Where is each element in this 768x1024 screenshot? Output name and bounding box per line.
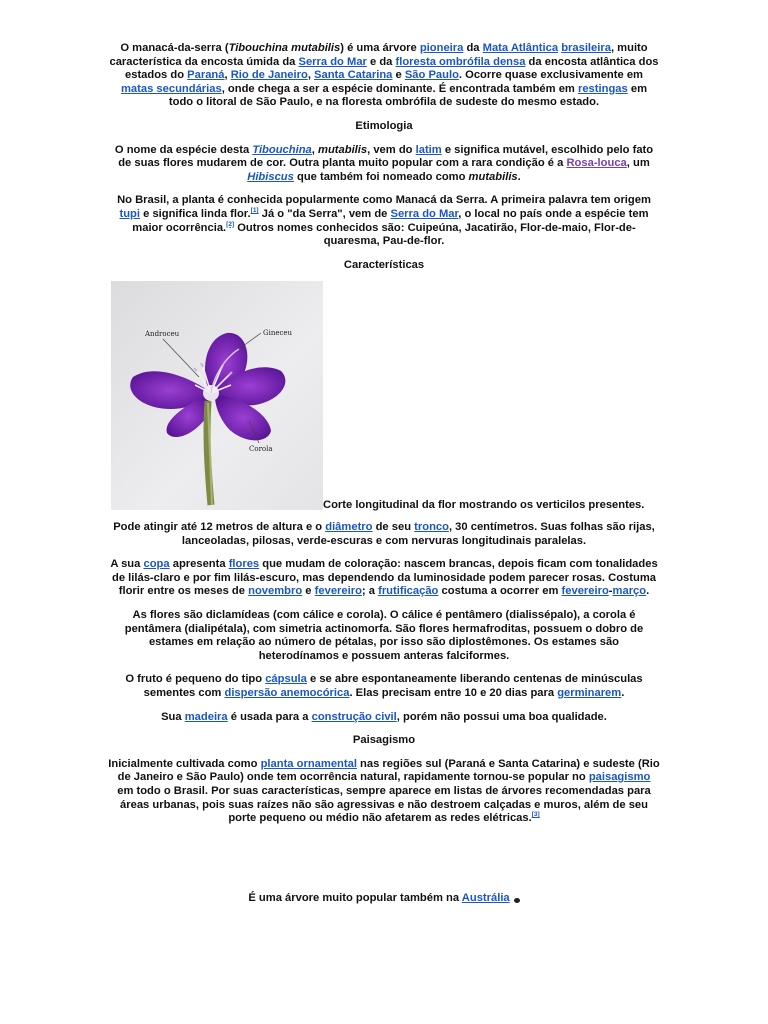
scientific-name: Tibouchina mutabilis — [228, 42, 341, 54]
text: Outros nomes conhecidos são: Cuipeúna, Jacatirão, Flor-de-maio, Flor-de-quaresma, Pau-de-flor. — [234, 221, 636, 248]
text: . — [646, 585, 650, 598]
link-serra-do-mar-2[interactable]: Serra do Mar — [390, 207, 459, 220]
link-serra-do-mar[interactable]: Serra do Mar — [298, 55, 367, 68]
text: , — [224, 69, 231, 82]
link-latim[interactable]: latim — [415, 143, 442, 156]
text: . Ocorre quase exclusivamente em — [458, 69, 643, 82]
link-flores[interactable]: flores — [228, 558, 260, 571]
text: nas regiões sul (Paraná e Santa Catarina) e sudeste (Rio de Janeiro e São Paulo) onde tem ocorrência natural, rapidamente tornou-se popular no — [117, 757, 660, 784]
link-dispersao-anemocorica[interactable]: dispersão anemocórica — [224, 686, 350, 699]
reference-link-2[interactable]: [2] — [226, 220, 235, 228]
text: e significa linda flor. — [140, 207, 251, 220]
link-copa[interactable]: copa — [143, 558, 170, 571]
link-diametro[interactable]: diâmetro — [325, 521, 373, 533]
link-label: Hibiscus — [247, 170, 294, 183]
text: - — [608, 585, 613, 598]
link-madeira[interactable]: madeira — [184, 710, 228, 723]
flower-figure — [111, 281, 323, 510]
text: Já o "da Serra", vem de — [258, 207, 391, 220]
reference-3 — [532, 811, 540, 818]
section-heading-caracteristicas: Características — [343, 258, 425, 271]
link-tupi[interactable]: tupi — [119, 207, 140, 220]
link-sao-paulo[interactable]: São Paulo — [404, 69, 459, 82]
link-germinarem[interactable]: germinarem — [557, 686, 622, 699]
label-corola: Corola — [249, 445, 273, 453]
text: , um — [626, 157, 650, 170]
caracteristicas-paragraph-5 — [108, 711, 660, 725]
label-gineceu: Gineceu — [263, 329, 293, 337]
text: O nome da espécie desta — [114, 143, 253, 156]
flower-cross-section-image — [111, 281, 323, 510]
link-marco[interactable]: março — [612, 585, 647, 598]
label-androceu: Androceu — [145, 330, 180, 338]
text: de seu — [372, 521, 415, 533]
link-capsula[interactable]: cápsula — [265, 673, 307, 686]
etimologia-paragraph-2 — [108, 194, 660, 248]
link-matas-secundarias[interactable]: matas secundárias — [120, 82, 222, 95]
species-epithet: mutabilis — [318, 143, 368, 156]
intro-paragraph — [108, 42, 660, 110]
text: da encosta atlântica dos estados do — [125, 55, 659, 82]
section-heading-paisagismo: Paisagismo — [352, 734, 416, 747]
text: é usada para a — [227, 710, 312, 723]
text: e — [392, 69, 405, 82]
link-rio-de-janeiro[interactable]: Rio de Janeiro — [230, 69, 308, 82]
link-fevereiro-2[interactable]: fevereiro — [561, 585, 609, 598]
reference-2 — [226, 221, 234, 228]
text: É uma árvore muito popular também na — [248, 892, 462, 904]
link-mata-atlantica[interactable]: Mata Atlântica — [482, 42, 559, 54]
link-frutificacao[interactable]: frutificação — [378, 585, 439, 598]
link-planta-ornamental[interactable]: planta ornamental — [260, 757, 357, 770]
text: apresenta — [169, 558, 229, 571]
etimologia-paragraph-1 — [108, 144, 660, 185]
caracteristicas-paragraph-3: As flores são diclamídeas (com cálice e corola). O cálice é pentâmero (dialissépalo), a corola é pentâmera (dialipétala), com simetria actinomorfa. São flores hermafroditas, possuem o dobro de estames em relação ao número de pétalas, por isso são diplostêmones. Os estames são heterodínamos e possuem anteras falciformes. — [124, 608, 644, 662]
link-pioneira[interactable]: pioneira — [419, 42, 464, 54]
link-tibouchina[interactable] — [252, 144, 311, 156]
link-fevereiro[interactable]: fevereiro — [314, 585, 362, 598]
bullet-dot-icon — [514, 898, 520, 903]
link-hibiscus[interactable] — [247, 171, 294, 183]
text: O manacá-da-serra ( — [120, 42, 229, 54]
text: e da — [366, 55, 396, 68]
text: Pode atingir até 12 metros de altura e o — [113, 521, 326, 533]
text: , muito característica da encosta úmida da — [109, 42, 648, 68]
text: e — [302, 585, 315, 598]
caracteristicas-paragraph-2 — [108, 558, 660, 599]
text: . — [621, 686, 625, 699]
link-restingas[interactable]: restingas — [577, 82, 628, 95]
link-novembro[interactable]: novembro — [248, 585, 303, 598]
link-floresta-ombrofila[interactable]: floresta ombrófila densa — [395, 55, 526, 68]
link-santa-catarina[interactable]: Santa Catarina — [314, 69, 393, 82]
link-paisagismo[interactable]: paisagismo — [588, 771, 651, 784]
text: , porém não possui uma boa qualidade. — [396, 710, 607, 723]
caracteristicas-paragraph-4 — [108, 673, 660, 700]
text: em todo o litoral de São Paulo, e na floresta ombrófila de sudeste do mesmo estado. — [168, 82, 648, 109]
text: que também foi nomeado como — [293, 170, 469, 183]
text: da — [463, 42, 483, 54]
text: , — [311, 143, 318, 156]
text: em todo o Brasil. Por suas características, sempre aparece em listas de árvores recomendadas para áreas urbanas, pois suas raízes não são agressivas e não destroem calçadas e muros, além de seu porte pequeno ou médio não afetarem as redes elétricas. — [117, 784, 651, 825]
reference-link-3[interactable]: [3] — [531, 811, 540, 819]
section-heading-etimologia: Etimologia — [355, 119, 413, 132]
closing-paragraph — [108, 892, 660, 906]
text: , — [307, 69, 315, 82]
link-construcao-civil[interactable]: construção civil — [311, 710, 397, 723]
closing-line — [108, 892, 660, 906]
text: , onde chega a ser a espécie dominante. É encontrada também em — [221, 82, 578, 95]
text: ; a — [361, 585, 379, 598]
caracteristicas-paragraph-1 — [108, 521, 660, 548]
text: , vem do — [367, 143, 416, 156]
text: que mudam de coloração: nascem brancas, depois ficam com tonalidades de lilás-claro e por fim lilás-escuro, mas dependendo da luminosidade podem parecer rosas. Costuma florir entre os meses de — [112, 558, 658, 598]
reference-link-1[interactable]: [1] — [250, 206, 259, 214]
link-rosa-louca[interactable]: Rosa-louca — [566, 157, 627, 170]
article-body-continued — [108, 521, 660, 826]
link-parana[interactable]: Paraná — [187, 69, 225, 82]
figure-caption: Corte longitudinal da flor mostrando os verticilos presentes. — [323, 499, 645, 511]
text: e significa mutável, escolhido pelo fato de suas flores mudarem de cor. Outra planta muito popular com a rara condição é a — [118, 143, 654, 170]
link-australia[interactable]: Austrália — [461, 892, 510, 904]
text: costuma a ocorrer em — [438, 585, 562, 598]
text: e se abre espontaneamente liberando centenas de minúsculas sementes com — [143, 673, 643, 699]
paisagismo-paragraph-1 — [108, 758, 660, 826]
link-brasileira[interactable]: brasileira — [561, 42, 611, 54]
text: , 30 centímetros. Suas folhas são rijas, lanceoladas, pilosas, verde-escuras e com nervuras longitudinais paralelas. — [181, 521, 655, 547]
link-label: Tibouchina — [252, 143, 312, 156]
text: . Elas precisam entre 10 e 20 dias para — [349, 686, 558, 699]
text: O fruto é pequeno do tipo — [125, 673, 266, 686]
text: ) é uma árvore — [340, 42, 420, 54]
species-epithet: mutabilis — [468, 170, 518, 183]
text: Inicialmente cultivada como — [108, 757, 261, 770]
text: A sua — [110, 558, 144, 571]
link-tronco[interactable]: tronco — [414, 521, 449, 533]
text: Sua — [161, 710, 185, 723]
reference-1 — [251, 207, 259, 214]
article-body — [108, 42, 660, 272]
text: , o local no país onde a espécie tem maior ocorrência. — [132, 207, 649, 234]
text: . — [517, 170, 521, 183]
text: No Brasil, a planta é conhecida popularmente como Manacá da Serra. A primeira palavra tem origem — [117, 194, 651, 207]
